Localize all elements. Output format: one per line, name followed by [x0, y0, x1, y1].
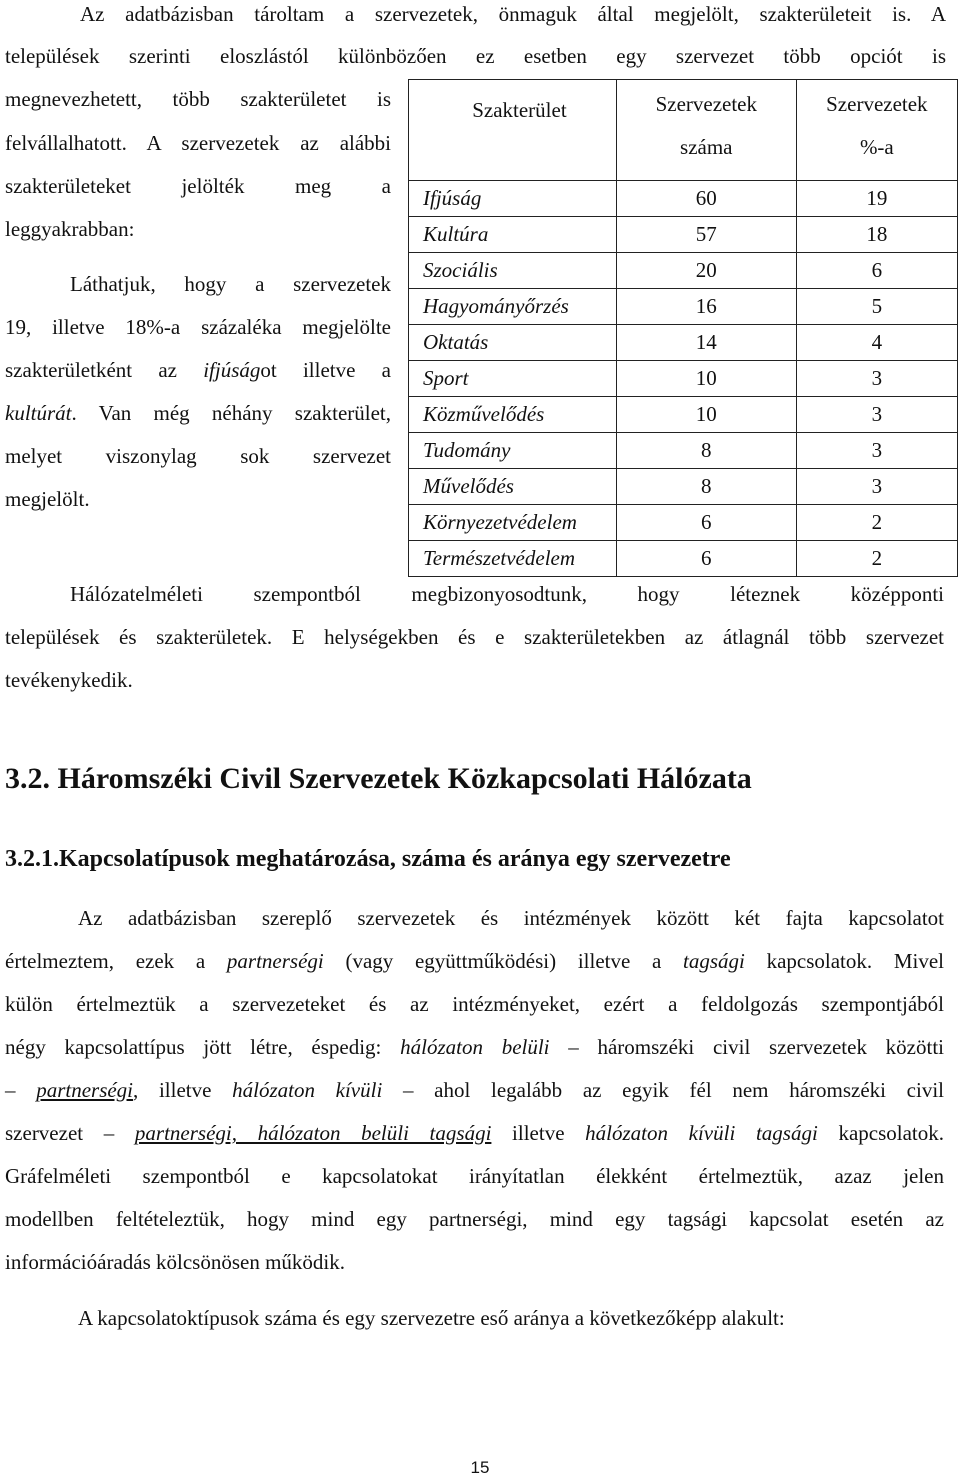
table-row [409, 541, 958, 577]
table-cell: 3 [796, 469, 957, 505]
table-cell: 3 [796, 361, 957, 397]
table-cell: Közművelődés [409, 397, 617, 433]
intro-line: megnevezhetett, több szakterületet is [5, 87, 391, 111]
table-cell: 2 [796, 541, 957, 577]
side-line: 19, illetve 18%-a százaléka megjelölte [5, 315, 391, 339]
sector-table [408, 79, 958, 577]
table-cell: 57 [616, 217, 796, 253]
section-heading: 3.2. Háromszéki Civil Szervezetek Közkapcsolati Hálózata [5, 762, 752, 795]
table-cell: 18 [796, 217, 957, 253]
body-line: szervezet – partnerségi, hálózaton belüli tagsági illetve hálózaton kívüli tagsági kapcsolatok. [5, 1121, 944, 1145]
table-cell: 6 [796, 253, 957, 289]
body-line: – partnerségi, illetve hálózaton kívüli – ahol legalább az egyik fél nem háromszéki civil [5, 1078, 944, 1102]
table-cell: 3 [796, 397, 957, 433]
body-line: információáradás kölcsönösen működik. [5, 1250, 345, 1274]
body-line: modellben feltételeztük, hogy mind egy partnerségi, mind egy tagsági kapcsolat esetén az [5, 1207, 944, 1231]
side-line: szakterületként az ifjúságot illetve a [5, 358, 392, 382]
table-cell: Tudomány [409, 433, 617, 469]
table-cell: 10 [616, 397, 796, 433]
table-row [409, 289, 958, 325]
table-cell: Oktatás [409, 325, 617, 361]
body-line: A kapcsolatoktípusok száma és egy szervezetre eső aránya a következőképp alakult: [78, 1306, 785, 1330]
side-line: Láthatjuk, hogy a szervezetek [70, 272, 391, 296]
intro-line: leggyakrabban: [5, 217, 135, 241]
table-header-row [409, 80, 958, 181]
table-row [409, 253, 958, 289]
intro-line: települések szerinti eloszlástól különbözően ez esetben egy szervezet több opciót is [5, 44, 946, 68]
table-cell: 8 [616, 433, 796, 469]
table-cell: 3 [796, 433, 957, 469]
table-cell: Ifjúság [409, 181, 617, 217]
table-cell: 8 [616, 469, 796, 505]
subsection-heading: 3.2.1.Kapcsolatípusok meghatározása, száma és aránya egy szervezetre [5, 846, 731, 872]
table-cell: 10 [616, 361, 796, 397]
table-row [409, 469, 958, 505]
table-cell: 6 [616, 505, 796, 541]
table-cell: Természetvédelem [409, 541, 617, 577]
table-cell: Művelődés [409, 469, 617, 505]
intro-line: szakterületeket jelölték meg a [5, 174, 391, 198]
table-cell: 60 [616, 181, 796, 217]
table-row [409, 217, 958, 253]
intro-line: felvállalhatott. A szervezetek az alábbi [5, 131, 391, 155]
network-line: települések és szakterületek. E helységekben és e szakterületekben az átlagnál több szervezet [5, 625, 944, 649]
table-cell: 4 [796, 325, 957, 361]
body-line: négy kapcsolattípus jött létre, éspedig: hálózaton belüli – háromszéki civil szervezetek közötti [5, 1035, 944, 1059]
table-cell: 16 [616, 289, 796, 325]
header-count: Szervezetek száma [616, 80, 796, 181]
header-pct: Szervezetek %-a [796, 80, 957, 181]
network-line: tevékenykedik. [5, 668, 133, 692]
table-cell: Sport [409, 361, 617, 397]
table-row [409, 433, 958, 469]
table-cell: Hagyományőrzés [409, 289, 617, 325]
side-line: megjelölt. [5, 487, 90, 511]
network-line: Hálózatelméleti szempontból megbizonyosodtunk, hogy léteznek középponti [70, 582, 944, 606]
table-cell: Szociális [409, 253, 617, 289]
header-area: Szakterület [409, 80, 617, 181]
table-row [409, 181, 958, 217]
table-cell: 6 [616, 541, 796, 577]
page-number: 15 [470, 1458, 490, 1477]
body-line: értelmeztem, ezek a partnerségi (vagy együttműködési) illetve a tagsági kapcsolatok. Mivel [5, 949, 944, 973]
body-line: külön értelmeztük a szervezeteket és az intézményeket, ezért a feldolgozás szempontjából [5, 992, 944, 1016]
body-line: Gráfelméleti szempontból e kapcsolatokat irányítatlan élekként értelmeztük, azaz jelen [5, 1164, 944, 1188]
side-line: melyet viszonylag sok szervezet [5, 444, 391, 468]
body-line: Az adatbázisban szereplő szervezetek és intézmények között két fajta kapcsolatot [78, 906, 944, 930]
table-row [409, 397, 958, 433]
table-cell: 14 [616, 325, 796, 361]
table-cell: 20 [616, 253, 796, 289]
table-row [409, 325, 958, 361]
side-line: kultúrát. Van még néhány szakterület, [5, 401, 391, 425]
table-cell: Kultúra [409, 217, 617, 253]
table-cell: 5 [796, 289, 957, 325]
intro-line: Az adatbázisban tároltam a szervezetek, önmaguk által megjelölt, szakterületeit is. A [80, 2, 946, 26]
table-cell: 2 [796, 505, 957, 541]
table-row [409, 361, 958, 397]
table-cell: 19 [796, 181, 957, 217]
table-cell: Környezetvédelem [409, 505, 617, 541]
table-row [409, 505, 958, 541]
